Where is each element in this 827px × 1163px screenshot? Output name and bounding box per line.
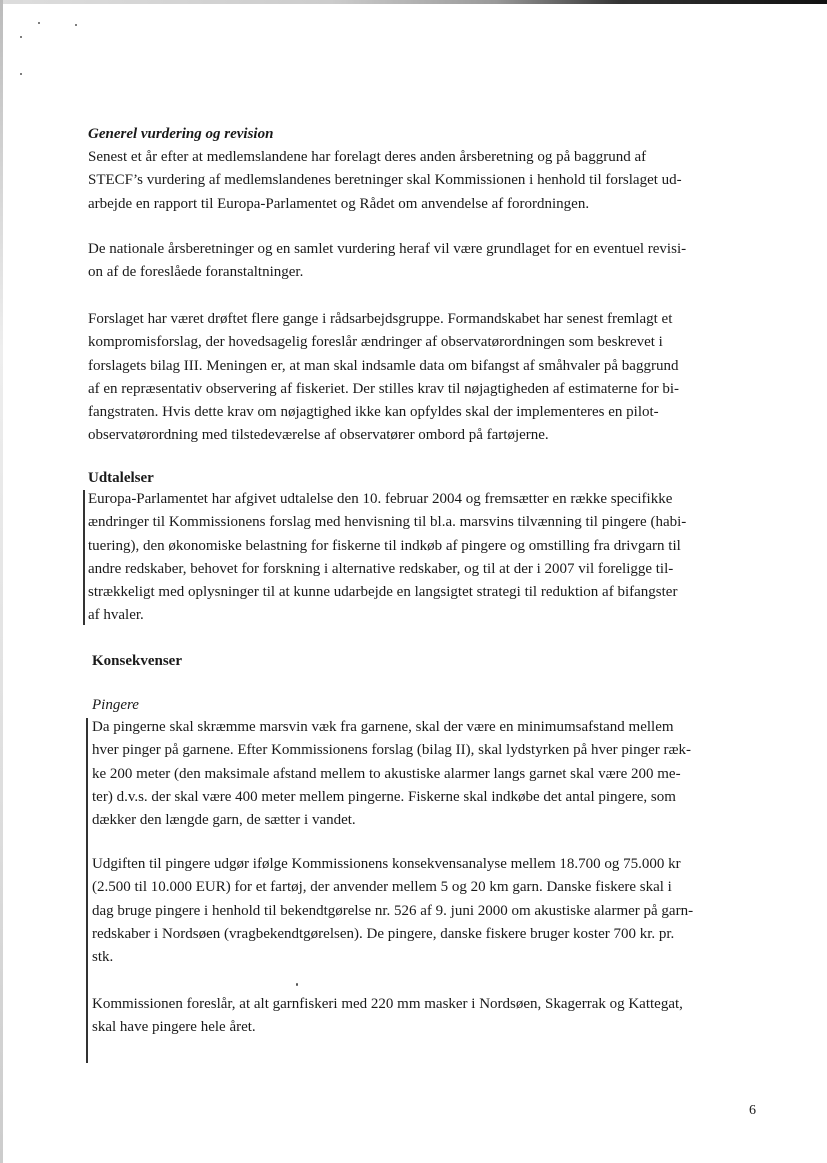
scan-border-top	[0, 0, 827, 4]
text-line: redskaber i Nordsøen (vragbekendtgørelsen). De pingere, danske fiskere bruger koster 700 kr. pr.	[92, 925, 675, 942]
text-line: andre redskaber, behovet for forskning i alternative redskaber, og til at der i 2007 vil foreligge til-	[88, 560, 674, 577]
scan-speck	[75, 24, 77, 26]
page-number: 6	[749, 1103, 756, 1118]
text-line: ke 200 meter (den maksimale afstand mellem to akustiske alarmer langs garnet skal være 200 me-	[92, 765, 681, 782]
text-line: forslagets bilag III. Meningen er, at man skal indsamle data om bifangst af småhvaler på baggrund	[88, 357, 679, 374]
text-line: skal have pingere hele året.	[92, 1019, 256, 1036]
change-bar	[86, 718, 88, 1063]
text-line: Da pingerne skal skræmme marsvin væk fra garnene, skal der være en minimumsafstand mellem	[92, 719, 674, 735]
text-line: ter) d.v.s. der skal være 400 meter mellem pingerne. Fiskerne skal indkøbe det antal pingere, som	[92, 788, 676, 805]
subsection-heading-pingers: Pingere	[92, 697, 139, 713]
text-line: hver pinger på garnene. Efter Kommissionens forslag (bilag II), skal lydstyrken på hver pinger ræk-	[92, 742, 691, 759]
section-heading-general: Generel vurdering og revision	[88, 126, 274, 142]
paragraph-statements-1	[88, 488, 686, 628]
paragraph-general-2	[88, 238, 686, 285]
text-line: De nationale årsberetninger og en samlet vurdering heraf vil være grundlaget for en eventuel revisi-	[88, 241, 687, 257]
text-line: stk.	[92, 949, 114, 966]
text-line: STECF’s vurdering af medlemslandenes beretninger skal Kommissionen i henhold til forslaget ud-	[88, 172, 682, 189]
text-line: kompromisforslag, der hovedsagelig foreslår ændringer af observatørordningen som beskrevet i	[88, 334, 663, 351]
text-line: on af de foreslåede foranstaltninger.	[88, 264, 304, 281]
text-line: ændringer til Kommissionens forslag med henvisning til bl.a. marsvins tilvænning til pingere (habi-	[88, 514, 687, 531]
paragraph-consequences-1	[92, 716, 691, 832]
paragraph-general-3	[88, 308, 679, 448]
text-line: Europa-Parlamentet har afgivet udtalelse den 10. februar 2004 og fremsætter en række specifikke	[88, 491, 673, 507]
scan-speck	[38, 22, 40, 24]
text-line: strækkeligt med oplysninger til at kunne udarbejde en langsigtet strategi til reduktion af bifangster	[88, 584, 678, 601]
text-line: Kommissionen foreslår, at alt garnfiskeri med 220 mm masker i Nordsøen, Skagerrak og Kattegat,	[92, 996, 683, 1012]
scan-speck	[20, 36, 22, 38]
scan-speck	[296, 983, 298, 986]
text-line: af en repræsentativ observering af fiskeriet. Der stilles krav til nøjagtigheden af estimaterne for bi-	[88, 380, 680, 397]
section-heading-consequences: Konsekvenser	[92, 653, 182, 669]
text-line: Udgiften til pingere udgør ifølge Kommissionens konsekvensanalyse mellem 18.700 og 75.000 kr	[92, 856, 681, 872]
text-line: af hvaler.	[88, 607, 144, 624]
scan-speck	[20, 73, 22, 75]
text-line: arbejde en rapport til Europa-Parlamentet og Rådet om anvendelse af forordningen.	[88, 195, 590, 212]
text-line: dag bruge pingere i henhold til bekendtgørelse nr. 526 af 9. juni 2000 om akustiske alarmer på garn-	[92, 902, 694, 919]
text-line: Forslaget har været drøftet flere gange i rådsarbejdsgruppe. Formandskabet har senest fremlagt et	[88, 311, 673, 327]
paragraph-general-1	[88, 146, 682, 216]
scan-border-left	[0, 0, 3, 1163]
paragraph-consequences-3	[92, 993, 683, 1040]
text-line: Senest et år efter at medlemslandene har forelagt deres anden årsberetning og på baggrund af	[88, 149, 647, 165]
text-line: fangstraten. Hvis dette krav om nøjagtighed ikke kan opfyldes skal der implementeres en pilot-	[88, 404, 659, 421]
text-line: tuering), den økonomiske belastning for fiskerne til indkøb af pingere og omstilling fra drivgarn til	[88, 537, 681, 554]
text-line: dækker den længde garn, de sætter i vandet.	[92, 812, 356, 829]
section-heading-statements: Udtalelser	[88, 470, 154, 486]
change-bar	[83, 490, 85, 625]
text-line: observatørordning med tilstedeværelse af observatører ombord på fartøjerne.	[88, 427, 549, 444]
paragraph-consequences-2	[92, 853, 693, 969]
text-line: (2.500 til 10.000 EUR) for et fartøj, der anvender mellem 5 og 20 km garn. Danske fiskere skal i	[92, 879, 672, 896]
